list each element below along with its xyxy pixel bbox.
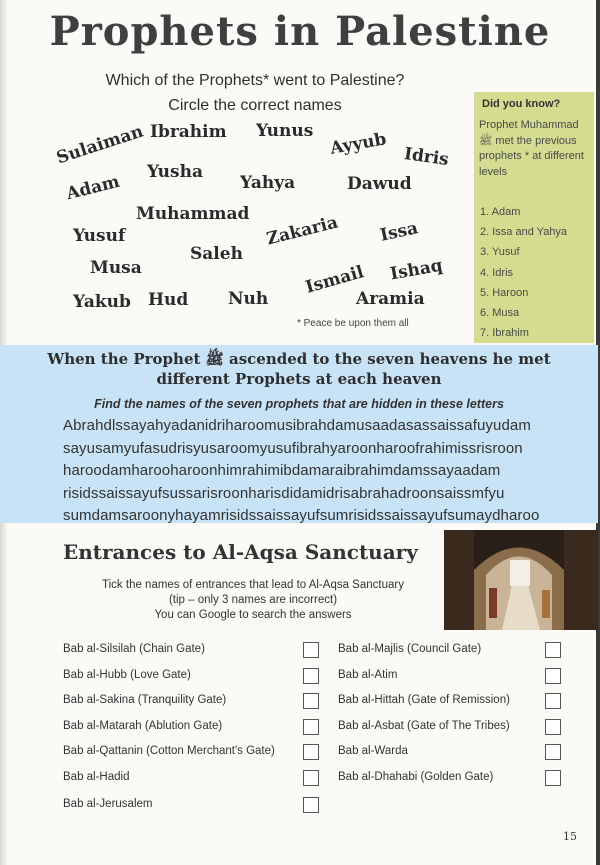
gate-checkbox[interactable] [303,770,319,786]
gate-checkbox[interactable] [545,693,561,709]
gate-label: Bab al-Asbat (Gate of The Tribes) [338,720,510,732]
name-issa[interactable]: Issa [378,218,420,246]
level-item: 2. Issa and Yahya [480,226,568,239]
name-muhammad[interactable]: Muhammad [136,204,250,224]
level-item: 6. Musa [480,306,520,319]
name-sulaiman[interactable]: Sulaiman [54,121,146,169]
page-title: Prophets in Palestine [49,8,551,55]
page-number: 15 [563,830,577,843]
letter-row[interactable]: risidssaissayufsussarisroonharisdidamidrisabrahadroonsaissmfyu [63,484,505,502]
gate-photo-illustration [444,530,598,630]
heavens-title-line1: When the Prophet ﷺ ascended to the seven heavens he met [47,350,551,368]
gate-checkbox[interactable] [545,668,561,684]
gate-checkbox[interactable] [303,719,319,735]
name-yusha[interactable]: Yusha [147,162,203,182]
gate-label: Bab al-Sakina (Tranquility Gate) [63,694,227,706]
level-item: 4. Idris [480,266,514,279]
name-zakaria[interactable]: Zakaria [264,212,340,250]
heaven-levels-list [480,206,567,347]
name-ishaq[interactable]: Ishaq [388,255,445,285]
gate-label: Bab al-Silsilah (Chain Gate) [63,643,205,655]
did-you-know-title: Did you know? [482,98,561,110]
circle-instruction: Circle the correct names [168,97,342,114]
name-nuh[interactable]: Nuh [228,289,269,309]
footnote: * Peace be upon them all [297,318,409,329]
name-ayyub[interactable]: Ayyub [328,129,388,159]
name-dawud[interactable]: Dawud [347,174,412,194]
level-item: 3. Yusuf [480,246,520,259]
gate-label: Bab al-Qattanin (Cotton Merchant's Gate) [63,745,275,757]
gate-checkbox[interactable] [303,642,319,658]
heavens-title [0,349,598,389]
entrances-title: Entrances to Al-Aqsa Sanctuary [63,540,418,564]
level-item: 7. Ibrahim [480,327,529,340]
did-you-know-box [474,92,594,343]
gate-label: Bab al-Hubb (Love Gate) [63,669,191,681]
name-yahya[interactable]: Yahya [240,173,296,193]
name-ibrahim[interactable]: Ibrahim [150,122,227,142]
gate-label: Bab al-Warda [338,745,408,757]
entrances-instruction-3: You can Google to search the answers [154,609,352,621]
did-you-know-text: Prophet Muhammad ﷺ met the previous prophets * at different levels [479,119,584,178]
gate-label: Bab al-Majlis (Council Gate) [338,643,482,655]
gate-label: Bab al-Hadid [63,771,130,783]
gate-checkbox[interactable] [545,770,561,786]
entrances-instruction-2: (tip – only 3 names are incorrect) [168,594,338,606]
gate-checkbox[interactable] [303,797,319,813]
name-idris[interactable]: Idris [402,143,451,171]
gate-checkbox[interactable] [303,693,319,709]
level-item: 1. Adam [480,206,521,218]
name-adam[interactable]: Adam [64,171,122,205]
gate-label: Bab al-Dhahabi (Golden Gate) [338,771,494,783]
question-text: Which of the Prophets* went to Palestine? [105,72,405,89]
aqsa-gate-photo [444,530,598,630]
heavens-instruction: Find the names of the seven prophets that are hidden in these letters [94,397,504,411]
gate-checkbox[interactable] [545,642,561,658]
gate-checkbox[interactable] [303,668,319,684]
gate-label: Bab al-Atim [338,669,398,681]
letter-row[interactable]: sumdamsaroonyhayamrisidssaissayufsumrisidssaissayufsumaydharoo [63,507,540,524]
heavens-section [0,345,598,523]
gate-label: Bab al-Jerusalem [63,798,153,810]
name-ismail[interactable]: Ismail [303,262,367,298]
name-yusuf[interactable]: Yusuf [73,226,126,246]
name-saleh[interactable]: Saleh [190,244,243,264]
letter-row[interactable]: haroodamharooharoonhimrahimibdamaraibrahimdamssayaadam [63,462,501,479]
name-yakub[interactable]: Yakub [73,292,131,312]
gate-checkbox[interactable] [303,744,319,760]
name-hud[interactable]: Hud [148,290,189,310]
entrances-instruction-1: Tick the names of entrances that lead to Al-Aqsa Sanctuary [102,579,404,591]
gate-checkbox[interactable] [545,744,561,760]
level-item: 5. Haroon [480,286,529,299]
letter-row[interactable]: Abrahdlssayahyadanidriharoomusibrahdamusaadasassaissafuyudam [63,417,531,434]
name-musa[interactable]: Musa [90,258,142,278]
gate-label: Bab al-Matarah (Ablution Gate) [63,720,223,732]
name-aramia[interactable]: Aramia [356,289,425,309]
letter-row[interactable]: sayusamyufasudrisyusaroomyusufibrahyaroonharoofrahimissrisroon [63,439,523,457]
heavens-title-line2: different Prophets at each heaven [156,370,442,388]
letter-grid [63,415,583,528]
gate-checkbox[interactable] [545,719,561,735]
name-yunus[interactable]: Yunus [256,121,314,141]
gate-label: Bab al-Hittah (Gate of Remission) [338,694,510,706]
